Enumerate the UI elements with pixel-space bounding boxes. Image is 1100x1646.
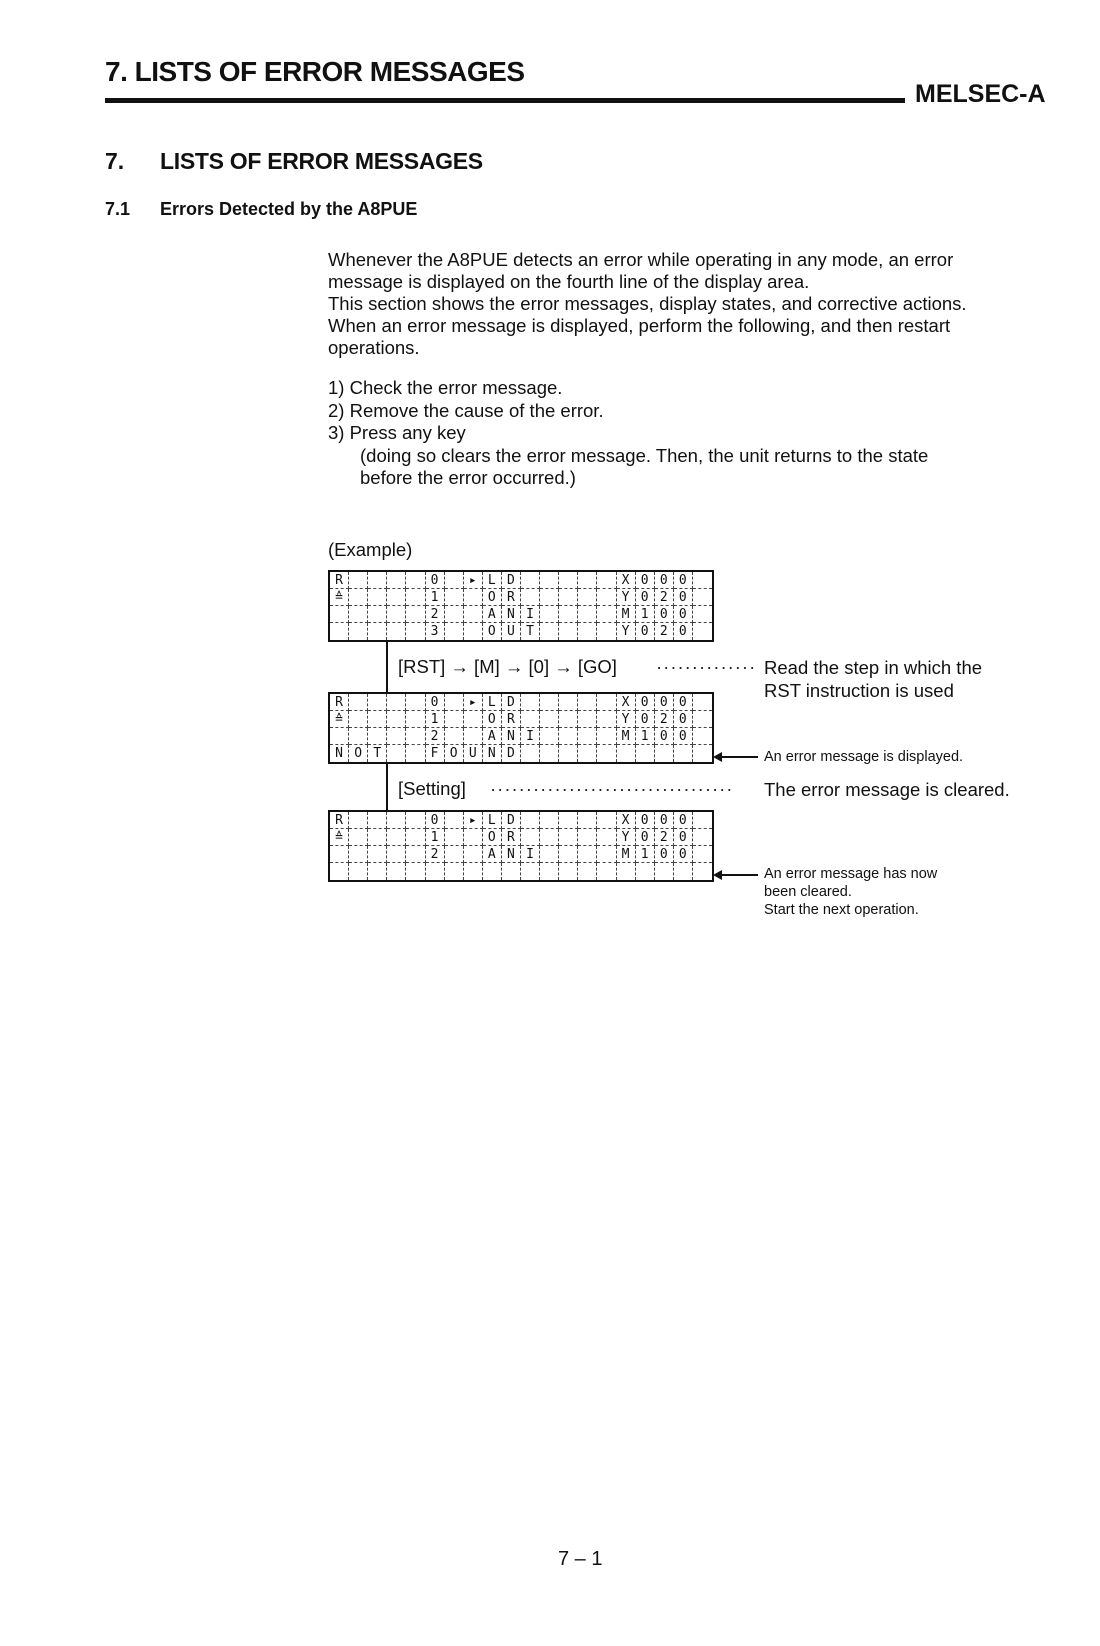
lcd-cell: 0 <box>426 572 445 589</box>
lcd-cell: 0 <box>636 829 655 846</box>
page-number: 7 – 1 <box>558 1548 603 1570</box>
lcd-cell <box>597 745 616 762</box>
lcd-cell: N <box>330 745 349 762</box>
lcd-cell <box>597 606 616 623</box>
lcd-cell: I <box>521 606 540 623</box>
lcd-cell <box>368 812 387 829</box>
lcd-cell <box>597 829 616 846</box>
lcd-cell <box>693 812 712 829</box>
lcd-cell: 0 <box>674 623 693 640</box>
lcd-cell <box>387 829 406 846</box>
lcd-cell <box>349 606 368 623</box>
lcd-cell <box>445 846 464 863</box>
lcd-cell: D <box>502 812 521 829</box>
lcd-cell <box>387 728 406 745</box>
lcd-cell <box>693 572 712 589</box>
lcd-cell <box>559 812 578 829</box>
leader-dots: ·································· <box>490 778 734 799</box>
lcd-cell: I <box>521 728 540 745</box>
lcd-cell: 0 <box>655 694 674 711</box>
lcd-cell <box>540 812 559 829</box>
steps-list <box>328 377 928 490</box>
lcd-cell: Y <box>617 623 636 640</box>
lcd-cell <box>387 711 406 728</box>
subsection-number: 7.1 <box>105 199 131 219</box>
lcd-cell <box>693 745 712 762</box>
lcd-cell <box>387 694 406 711</box>
lcd-cell <box>445 623 464 640</box>
lcd-cell: T <box>521 623 540 640</box>
example-label: (Example) <box>328 539 413 560</box>
lcd-cell <box>521 863 540 880</box>
lcd-cell: N <box>502 606 521 623</box>
operation-description-line: Read the step in which the <box>764 657 983 678</box>
lcd-cell <box>464 623 483 640</box>
lcd-cell <box>464 863 483 880</box>
step-item: 1) Check the error message. <box>328 377 563 398</box>
lcd-cell <box>445 694 464 711</box>
lcd-cell <box>578 812 597 829</box>
lcd-cell <box>406 623 425 640</box>
lcd-cell: 1 <box>636 606 655 623</box>
lcd-cell: 0 <box>426 812 445 829</box>
lcd-cell <box>693 829 712 846</box>
lcd-cell <box>368 711 387 728</box>
lcd-cell <box>368 728 387 745</box>
lcd-cell <box>445 711 464 728</box>
lcd-cell <box>693 606 712 623</box>
lcd-cell <box>540 589 559 606</box>
lcd-cell: N <box>483 745 502 762</box>
lcd-cell <box>540 606 559 623</box>
lcd-cell: X <box>617 812 636 829</box>
lcd-cell <box>521 812 540 829</box>
lcd-cell <box>559 694 578 711</box>
lcd-cell <box>559 829 578 846</box>
lcd-cell: R <box>502 829 521 846</box>
lcd-cell: 2 <box>655 711 674 728</box>
lcd-cell <box>674 863 693 880</box>
lcd-cell <box>578 745 597 762</box>
lcd-cell: O <box>483 711 502 728</box>
lcd-cell <box>387 589 406 606</box>
lcd-cell: D <box>502 745 521 762</box>
lcd-cell <box>464 846 483 863</box>
section-number: 7. <box>105 148 125 174</box>
lcd-cell: 1 <box>426 711 445 728</box>
lcd-cell: ▸ <box>464 812 483 829</box>
lcd-display-error <box>328 692 714 764</box>
lcd-cell <box>559 711 578 728</box>
operation-keys: [RST] → [M] → [0] → [GO] <box>398 656 617 677</box>
lcd-cell <box>368 606 387 623</box>
lcd-cell: 2 <box>426 606 445 623</box>
lcd-cell: M <box>617 728 636 745</box>
lcd-cell: R <box>330 694 349 711</box>
lcd-cell: 0 <box>674 694 693 711</box>
lcd-cell <box>387 572 406 589</box>
lcd-cell <box>464 728 483 745</box>
lcd-cell: L <box>483 812 502 829</box>
lcd-cell: F <box>426 745 445 762</box>
lcd-cell <box>597 589 616 606</box>
lcd-cell: R <box>330 812 349 829</box>
lcd-cell <box>464 711 483 728</box>
lcd-cell <box>330 863 349 880</box>
lcd-cell <box>406 846 425 863</box>
lcd-cell <box>445 606 464 623</box>
lcd-cell: X <box>617 572 636 589</box>
lcd-cell: R <box>502 711 521 728</box>
lcd-cell: ▸ <box>464 694 483 711</box>
lcd-cell <box>693 728 712 745</box>
lcd-cell <box>693 589 712 606</box>
lcd-cell <box>330 728 349 745</box>
lcd-cell <box>349 711 368 728</box>
lcd-cell: D <box>502 694 521 711</box>
lcd-cell <box>330 623 349 640</box>
header-rule <box>105 98 905 103</box>
lcd-cell <box>521 829 540 846</box>
lcd-display-cleared <box>328 810 714 882</box>
lcd-cell <box>597 812 616 829</box>
error-displayed-note: An error message is displayed. <box>764 749 964 765</box>
lcd-cell <box>540 745 559 762</box>
lcd-cell: ≙ <box>330 829 349 846</box>
lcd-cell: 0 <box>674 829 693 846</box>
lcd-cell <box>597 728 616 745</box>
operation-keys: [Setting] <box>398 778 466 799</box>
lcd-cell <box>406 745 425 762</box>
section-title: LISTS OF ERROR MESSAGES <box>160 148 483 174</box>
lcd-cell: 0 <box>674 728 693 745</box>
lcd-cell <box>349 572 368 589</box>
lcd-cell <box>349 694 368 711</box>
lcd-cell <box>445 728 464 745</box>
lcd-cell <box>368 623 387 640</box>
intro-line: operations. <box>328 337 420 358</box>
lcd-cell <box>387 623 406 640</box>
lcd-cell <box>578 572 597 589</box>
lcd-cell: 0 <box>636 572 655 589</box>
intro-line: When an error message is displayed, perform the following, and then restart <box>328 315 951 336</box>
lcd-cell: 0 <box>655 606 674 623</box>
lcd-cell: 0 <box>674 846 693 863</box>
lcd-cell: 0 <box>636 711 655 728</box>
lcd-cell: 0 <box>674 572 693 589</box>
lcd-cell: ▸ <box>464 572 483 589</box>
lcd-cell: N <box>502 728 521 745</box>
lcd-cell: 3 <box>426 623 445 640</box>
lcd-cell <box>540 711 559 728</box>
lcd-cell: 2 <box>655 623 674 640</box>
intro-line: Whenever the A8PUE detects an error while operating in any mode, an error <box>328 249 954 270</box>
lcd-cell <box>368 572 387 589</box>
note-line: been cleared. <box>764 884 852 900</box>
lcd-cell <box>406 728 425 745</box>
lcd-cell <box>559 589 578 606</box>
lcd-cell <box>349 728 368 745</box>
lcd-cell <box>406 572 425 589</box>
note-line: Start the next operation. <box>764 902 919 918</box>
lcd-cell <box>597 711 616 728</box>
lcd-cell <box>674 745 693 762</box>
brand-label: MELSEC-A <box>915 80 1046 108</box>
lcd-cell <box>445 812 464 829</box>
lcd-cell <box>597 846 616 863</box>
lcd-cell <box>597 694 616 711</box>
lcd-cell: Y <box>617 589 636 606</box>
lcd-cell <box>578 846 597 863</box>
lcd-cell <box>387 846 406 863</box>
lcd-cell <box>540 623 559 640</box>
lcd-cell <box>540 694 559 711</box>
lcd-cell: 0 <box>636 589 655 606</box>
intro-line: This section shows the error messages, display states, and corrective actions. <box>328 293 967 314</box>
lcd-cell <box>368 589 387 606</box>
lcd-cell: A <box>483 606 502 623</box>
lcd-cell: X <box>617 694 636 711</box>
lcd-cell: 1 <box>636 846 655 863</box>
lcd-cell <box>521 694 540 711</box>
lcd-cell: A <box>483 728 502 745</box>
lcd-cell <box>655 863 674 880</box>
lcd-cell <box>445 863 464 880</box>
lcd-cell <box>368 846 387 863</box>
lcd-cell <box>349 846 368 863</box>
lcd-cell <box>387 863 406 880</box>
lcd-cell: 0 <box>655 846 674 863</box>
lcd-cell <box>559 606 578 623</box>
lcd-cell <box>578 623 597 640</box>
lcd-cell <box>693 623 712 640</box>
flow-connector <box>386 642 388 692</box>
lcd-cell: U <box>464 745 483 762</box>
lcd-cell <box>578 606 597 623</box>
lcd-cell <box>540 829 559 846</box>
callout-line <box>720 756 758 758</box>
lcd-cell: 1 <box>636 728 655 745</box>
lcd-cell <box>540 863 559 880</box>
lcd-cell <box>445 829 464 846</box>
lcd-cell <box>597 863 616 880</box>
lcd-cell <box>617 745 636 762</box>
lcd-cell: A <box>483 846 502 863</box>
lcd-cell: 0 <box>655 572 674 589</box>
error-cleared-note <box>764 865 937 919</box>
operation-description <box>764 656 982 702</box>
subsection-title: Errors Detected by the A8PUE <box>160 199 418 219</box>
lcd-cell <box>617 863 636 880</box>
lcd-cell: T <box>368 745 387 762</box>
lcd-cell: 0 <box>426 694 445 711</box>
lcd-cell: O <box>483 589 502 606</box>
lcd-cell <box>387 812 406 829</box>
lcd-cell: 1 <box>426 589 445 606</box>
lcd-cell <box>349 829 368 846</box>
step-item: 2) Remove the cause of the error. <box>328 399 604 421</box>
lcd-cell <box>464 606 483 623</box>
lcd-cell: 2 <box>655 589 674 606</box>
lcd-cell: M <box>617 606 636 623</box>
lcd-cell <box>426 863 445 880</box>
lcd-cell: 0 <box>655 728 674 745</box>
lcd-cell: 0 <box>674 589 693 606</box>
lcd-cell <box>464 589 483 606</box>
lcd-cell <box>349 812 368 829</box>
step-item: 3) Press any key <box>328 422 466 443</box>
operation-description-line: RST instruction is used <box>764 680 954 701</box>
lcd-cell <box>502 863 521 880</box>
lcd-cell: O <box>349 745 368 762</box>
lcd-cell <box>368 863 387 880</box>
lcd-cell <box>578 728 597 745</box>
lcd-cell <box>578 694 597 711</box>
lcd-cell <box>387 606 406 623</box>
lcd-cell <box>330 606 349 623</box>
leader-dots: ·············· <box>656 656 756 677</box>
lcd-cell: Y <box>617 829 636 846</box>
lcd-cell: I <box>521 846 540 863</box>
lcd-cell <box>349 589 368 606</box>
step-note-line: (doing so clears the error message. Then, the unit returns to the state <box>360 444 929 466</box>
lcd-cell <box>406 711 425 728</box>
lcd-cell <box>693 711 712 728</box>
lcd-cell <box>406 863 425 880</box>
lcd-cell: 2 <box>426 728 445 745</box>
lcd-cell <box>540 846 559 863</box>
lcd-cell: R <box>330 572 349 589</box>
lcd-cell: ≙ <box>330 589 349 606</box>
lcd-cell: 2 <box>655 829 674 846</box>
lcd-cell <box>406 606 425 623</box>
lcd-cell: R <box>502 589 521 606</box>
page-header-title: 7. LISTS OF ERROR MESSAGES <box>105 56 525 87</box>
lcd-cell <box>521 745 540 762</box>
lcd-cell <box>559 572 578 589</box>
lcd-cell <box>559 745 578 762</box>
note-line: An error message has now <box>764 866 938 882</box>
lcd-cell: D <box>502 572 521 589</box>
lcd-cell: 1 <box>426 829 445 846</box>
lcd-cell <box>559 846 578 863</box>
lcd-cell <box>559 863 578 880</box>
lcd-cell <box>445 589 464 606</box>
lcd-cell: 0 <box>674 812 693 829</box>
lcd-cell <box>636 863 655 880</box>
lcd-cell <box>406 812 425 829</box>
lcd-cell: N <box>502 846 521 863</box>
lcd-cell: ≙ <box>330 711 349 728</box>
step-note-line: before the error occurred.) <box>360 467 576 488</box>
lcd-cell <box>693 694 712 711</box>
lcd-cell <box>368 829 387 846</box>
lcd-cell <box>330 846 349 863</box>
lcd-cell <box>406 589 425 606</box>
lcd-cell <box>597 623 616 640</box>
lcd-cell <box>655 745 674 762</box>
lcd-cell <box>693 863 712 880</box>
lcd-cell <box>521 572 540 589</box>
lcd-cell <box>578 711 597 728</box>
lcd-cell: 0 <box>655 812 674 829</box>
lcd-display-initial <box>328 570 714 642</box>
lcd-cell <box>406 694 425 711</box>
lcd-cell <box>540 572 559 589</box>
lcd-cell <box>368 694 387 711</box>
lcd-cell <box>540 728 559 745</box>
lcd-cell: M <box>617 846 636 863</box>
lcd-cell <box>406 829 425 846</box>
operation-description: The error message is cleared. <box>764 779 1010 800</box>
lcd-cell: O <box>445 745 464 762</box>
lcd-cell <box>597 572 616 589</box>
lcd-cell <box>693 846 712 863</box>
lcd-cell: 0 <box>636 812 655 829</box>
lcd-cell <box>559 728 578 745</box>
lcd-cell <box>559 623 578 640</box>
callout-line <box>720 874 758 876</box>
lcd-cell: 0 <box>636 623 655 640</box>
intro-line: message is displayed on the fourth line of the display area. <box>328 271 810 292</box>
flow-connector <box>386 764 388 810</box>
lcd-cell <box>521 589 540 606</box>
lcd-cell <box>464 829 483 846</box>
lcd-cell: U <box>502 623 521 640</box>
lcd-cell <box>387 745 406 762</box>
lcd-cell <box>349 623 368 640</box>
lcd-cell: O <box>483 829 502 846</box>
lcd-cell: 0 <box>674 606 693 623</box>
lcd-cell: L <box>483 572 502 589</box>
lcd-cell: 2 <box>426 846 445 863</box>
lcd-cell: L <box>483 694 502 711</box>
lcd-cell <box>349 863 368 880</box>
lcd-cell <box>483 863 502 880</box>
lcd-cell <box>578 829 597 846</box>
lcd-cell: 0 <box>636 694 655 711</box>
lcd-cell <box>521 711 540 728</box>
lcd-cell <box>445 572 464 589</box>
lcd-cell: 0 <box>674 711 693 728</box>
lcd-cell: O <box>483 623 502 640</box>
lcd-cell <box>578 589 597 606</box>
lcd-cell <box>636 745 655 762</box>
lcd-cell: Y <box>617 711 636 728</box>
lcd-cell <box>578 863 597 880</box>
